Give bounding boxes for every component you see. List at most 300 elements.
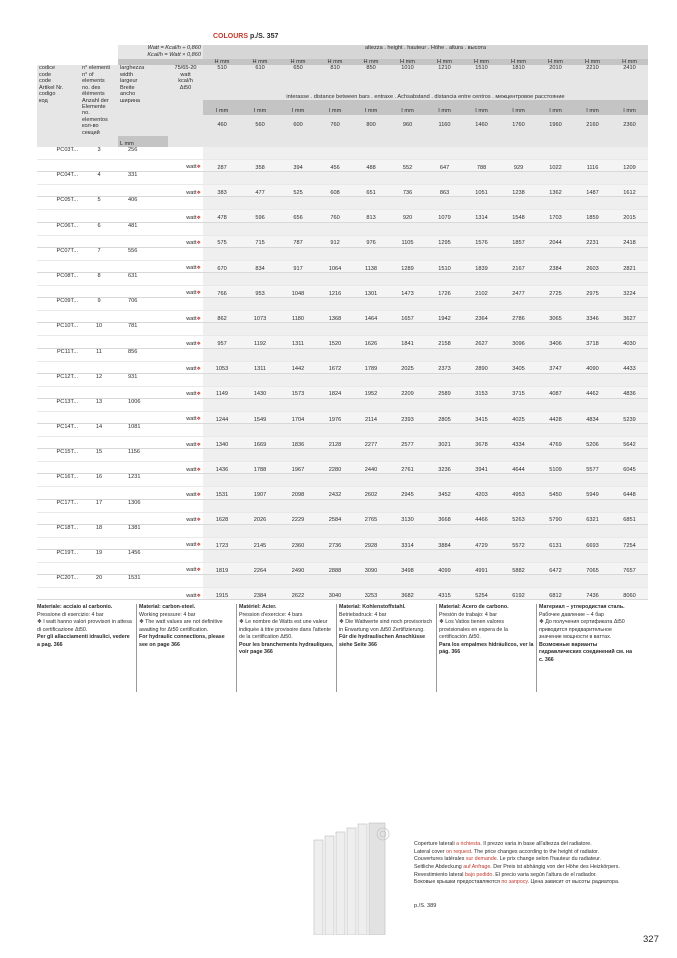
watt-value: 1295 — [426, 235, 463, 247]
watt-value: 2725 — [537, 285, 574, 297]
radiator-output-table — [37, 45, 648, 600]
watt-value: 3040 — [317, 588, 353, 600]
watt-value: 920 — [389, 210, 426, 222]
height-value: 510 — [203, 65, 241, 81]
watt-value: 834 — [241, 260, 279, 272]
watt-value: 1548 — [500, 210, 537, 222]
model-code: PC08T... — [37, 272, 80, 285]
watt-value: 4462 — [574, 386, 611, 398]
watt-value: 3224 — [611, 285, 648, 297]
lateral-cover-note: Coperture laterali a richiesta. Il prezzo varia in base all'altezza del radiatore. Lateral cover on request. The price changes according to the height of radiator. Couvertures latérales sur demande. Le prix change selon l'hauteur du radiateur. Seitliche Abdeckung auf Anfrage. Der Preis ist abhängig von der Höhe des Heizkörpers. Revestimiento lateral bajo pedido. El precio varia según l'altura de el radiador. Боковые крышки предоставляются по запросу. Цена зависит от высоты радиатора. — [414, 841, 620, 886]
watt-value: 787 — [279, 235, 317, 247]
watt-value: 957 — [203, 336, 241, 348]
model-width: 781 — [118, 323, 168, 336]
model-width: 1081 — [118, 424, 168, 437]
watt-label — [168, 361, 203, 373]
model-width: 331 — [118, 172, 168, 185]
watt-label-text: watt — [186, 265, 197, 272]
note-title: Matériel: Acier. — [239, 604, 277, 610]
table-row — [37, 449, 648, 462]
interaxis-value: 960 — [389, 115, 426, 136]
element-count: 5 — [80, 197, 118, 210]
watt-value: 736 — [389, 185, 426, 197]
watt-value: 6321 — [574, 512, 611, 524]
watt-value: 4087 — [537, 386, 574, 398]
watt-value: 1362 — [537, 185, 574, 197]
element-count: 12 — [80, 373, 118, 386]
watt-value: 1192 — [241, 336, 279, 348]
element-count: 11 — [80, 348, 118, 361]
watt-label-text: watt — [186, 189, 197, 196]
watt-value: 1180 — [279, 311, 317, 323]
watt-value: 4433 — [611, 361, 648, 373]
watt-value: 3415 — [463, 411, 500, 423]
watt-value: 863 — [426, 185, 463, 197]
table-row — [37, 373, 648, 386]
element-count: 8 — [80, 272, 118, 285]
height-value: 2210 — [574, 65, 611, 81]
watt-value: 4025 — [500, 411, 537, 423]
watt-label — [168, 160, 203, 172]
table-row-watt — [37, 285, 648, 297]
material-notes — [37, 604, 640, 692]
note-title: Materiale: acciaio al carbonio. — [37, 604, 113, 610]
watt-value: 2373 — [426, 361, 463, 373]
watt-value: 2945 — [389, 487, 426, 499]
watt-label — [168, 235, 203, 247]
watt-value: 7436 — [574, 588, 611, 600]
height-value: 810 — [317, 65, 353, 81]
height-value: 1010 — [389, 65, 426, 81]
watt-value: 608 — [317, 185, 353, 197]
watt-value: 2765 — [353, 512, 389, 524]
model-code: PC18T... — [37, 524, 80, 537]
height-unit-label: H mm — [389, 59, 426, 65]
watt-value: 2888 — [317, 563, 353, 575]
provisional-mark-icon: ❖ — [196, 189, 202, 196]
table-row — [37, 172, 648, 185]
table-row — [37, 524, 648, 537]
model-code: PC17T... — [37, 499, 80, 512]
watt-value: 647 — [426, 160, 463, 172]
provisional-mark-icon: ❖ — [196, 517, 202, 524]
model-width: 1531 — [118, 575, 168, 588]
watt-value: 2589 — [426, 386, 463, 398]
watt-value: 2786 — [500, 311, 537, 323]
table-row — [37, 499, 648, 512]
interaxis-unit-label: I mm — [241, 100, 279, 115]
watt-value: 3668 — [426, 512, 463, 524]
watt-value: 4203 — [463, 487, 500, 499]
watt-value: 1244 — [203, 411, 241, 423]
watt-value: 4991 — [463, 563, 500, 575]
watt-value: 6192 — [500, 588, 537, 600]
model-code: PC07T... — [37, 247, 80, 260]
watt-value: 3627 — [611, 311, 648, 323]
interaxis-value: 760 — [317, 115, 353, 136]
watt-value: 1952 — [353, 386, 389, 398]
model-width: 856 — [118, 348, 168, 361]
watt-value: 6448 — [611, 487, 648, 499]
watt-value: 4729 — [463, 537, 500, 549]
watt-value: 1942 — [426, 311, 463, 323]
watt-value: 1859 — [574, 210, 611, 222]
element-count: 17 — [80, 499, 118, 512]
watt-value: 2264 — [241, 563, 279, 575]
model-width: 1156 — [118, 449, 168, 462]
watt-label — [168, 563, 203, 575]
watt-value: 1053 — [203, 361, 241, 373]
interaxis-unit-label: I mm — [317, 100, 353, 115]
watt-value: 1857 — [500, 235, 537, 247]
watt-value: 1301 — [353, 285, 389, 297]
watt-value: 1573 — [279, 386, 317, 398]
model-width: 931 — [118, 373, 168, 386]
height-unit-label: H mm — [611, 59, 648, 65]
watt-value: 2231 — [574, 235, 611, 247]
watt-value: 2821 — [611, 260, 648, 272]
table-row — [37, 147, 648, 160]
watt-label — [168, 285, 203, 297]
watt-value: 1510 — [426, 260, 463, 272]
watt-label-text: watt — [186, 365, 197, 372]
watt-value: 8060 — [611, 588, 648, 600]
watt-value: 2477 — [500, 285, 537, 297]
table-row-watt — [37, 462, 648, 474]
watt-label — [168, 411, 203, 423]
note-body: Working pressure: 4 bar ❖ The watt values are not definitive awaiting for Δt50 certification. — [139, 611, 223, 633]
colours-reference — [213, 33, 278, 40]
provisional-mark-icon: ❖ — [196, 441, 202, 448]
interaxis-unit-label: I mm — [426, 100, 463, 115]
watt-value: 1836 — [279, 437, 317, 449]
watt-label-text: watt — [186, 466, 197, 473]
height-unit-label: H mm — [500, 59, 537, 65]
watt-value: 2432 — [317, 487, 353, 499]
model-code: PC15T... — [37, 449, 80, 462]
watt-value: 2128 — [317, 437, 353, 449]
interaxis-unit-label: I mm — [463, 100, 500, 115]
interaxis-value: 1760 — [500, 115, 537, 136]
watt-label — [168, 336, 203, 348]
watt-value: 1138 — [353, 260, 389, 272]
watt-value: 3941 — [463, 462, 500, 474]
watt-label-text: watt — [186, 416, 197, 423]
table-row-watt — [37, 386, 648, 398]
watt-value: 5206 — [574, 437, 611, 449]
model-code: PC11T... — [37, 348, 80, 361]
colours-label: COLOURS — [213, 33, 248, 40]
watt-value: 287 — [203, 160, 241, 172]
watt-value: 1907 — [241, 487, 279, 499]
watt-value: 2622 — [279, 588, 317, 600]
watt-value: 1289 — [389, 260, 426, 272]
table-row-watt — [37, 411, 648, 423]
model-code: PC19T... — [37, 550, 80, 563]
watt-value: 3682 — [389, 588, 426, 600]
watt-value: 976 — [353, 235, 389, 247]
element-count: 20 — [80, 575, 118, 588]
model-width: 1456 — [118, 550, 168, 563]
watt-value: 3065 — [537, 311, 574, 323]
watt-value: 1657 — [389, 311, 426, 323]
on-request-es: bajo pedido — [464, 871, 493, 878]
watt-value: 2145 — [241, 537, 279, 549]
provisional-mark-icon: ❖ — [196, 391, 202, 398]
interaxis-title: interasse . distance between bars . entraxe . Achsabstand . distancia entre centros . межцентровое расстояние — [203, 81, 648, 100]
watt-value: 656 — [279, 210, 317, 222]
watt-value: 2229 — [279, 512, 317, 524]
width-unit-label: L mm — [118, 136, 168, 147]
watt-value: 5572 — [500, 537, 537, 549]
watt-value: 1841 — [389, 336, 426, 348]
table-row-watt — [37, 260, 648, 272]
interaxis-value: 460 — [203, 115, 241, 136]
watt-label — [168, 185, 203, 197]
note-hydraulic-ref: Per gli allacciamenti idraulici, vedere a pag. 366 — [37, 634, 130, 648]
watt-label-text: watt — [186, 164, 197, 171]
watt-label-text: watt — [186, 340, 197, 347]
watt-label-text: watt — [186, 491, 197, 498]
watt-label — [168, 588, 203, 600]
colours-page-ref: p./S. 357 — [249, 33, 279, 40]
material-note — [437, 604, 537, 692]
watt-value: 1442 — [279, 361, 317, 373]
watt-value: 2603 — [574, 260, 611, 272]
code-column-header: codice code code Artikel Nr. codigo код — [37, 65, 80, 136]
element-count: 10 — [80, 323, 118, 336]
watt-value: 1079 — [426, 210, 463, 222]
provisional-mark-icon: ❖ — [196, 542, 202, 549]
table-row-watt — [37, 311, 648, 323]
watt-label-text: watt — [186, 391, 197, 398]
height-value: 2010 — [537, 65, 574, 81]
element-count: 4 — [80, 172, 118, 185]
note-hydraulic-ref: For hydraulic connections, please see on page 366 — [139, 634, 225, 648]
watt-value: 4099 — [426, 563, 463, 575]
provisional-mark-icon: ❖ — [196, 491, 202, 498]
model-width: 481 — [118, 222, 168, 235]
height-unit-label: H mm — [426, 59, 463, 65]
watt-label-text: watt — [186, 214, 197, 221]
on-request-en: on request — [446, 848, 472, 855]
watt-value: 2584 — [317, 512, 353, 524]
watt-value: 670 — [203, 260, 241, 272]
watt-value: 596 — [241, 210, 279, 222]
watt-label — [168, 386, 203, 398]
height-unit-label: H mm — [537, 59, 574, 65]
interaxis-unit-label: I mm — [574, 100, 611, 115]
material-note — [37, 604, 137, 692]
watt-value: 7657 — [611, 563, 648, 575]
material-note — [137, 604, 237, 692]
watt-value: 4836 — [611, 386, 648, 398]
watt-value: 2277 — [353, 437, 389, 449]
watt-value: 4428 — [537, 411, 574, 423]
table-header — [37, 45, 648, 147]
model-code: PC13T... — [37, 398, 80, 411]
interaxis-value: 560 — [241, 115, 279, 136]
watt-column-header: 75/65-20 watt kcal/h Δt50 — [168, 65, 203, 136]
model-code: PC06T... — [37, 222, 80, 235]
watt-value: 2602 — [353, 487, 389, 499]
watt-value: 1967 — [279, 462, 317, 474]
watt-value: 5239 — [611, 411, 648, 423]
watt-value: 1464 — [353, 311, 389, 323]
model-code: PC16T... — [37, 474, 80, 487]
table-row-watt — [37, 185, 648, 197]
height-unit-label: H mm — [574, 59, 611, 65]
page-number: 327 — [643, 934, 659, 945]
watt-label-text: watt — [186, 592, 197, 599]
interaxis-unit-label: I mm — [203, 100, 241, 115]
model-width: 406 — [118, 197, 168, 210]
interaxis-unit-label: I mm — [279, 100, 317, 115]
height-title: altezza . height . hauteur . Höhe . altura . высота — [203, 45, 648, 59]
formula-watt: Watt = Kcal/h ÷ 0,860 — [147, 45, 202, 51]
watt-value: 1549 — [241, 411, 279, 423]
watt-value: 478 — [203, 210, 241, 222]
watt-value: 5642 — [611, 437, 648, 449]
watt-value: 1430 — [241, 386, 279, 398]
note-title: Material: Acero de carbono. — [439, 604, 509, 610]
watt-value: 3405 — [500, 361, 537, 373]
interaxis-unit-label: I mm — [389, 100, 426, 115]
note-body: Pression d'exercice: 4 bars ❖ Le nombre de Watts est une valeur indiquée à titre provisoire dans l'attente de la certification Δt50. — [239, 611, 331, 641]
table-row — [37, 348, 648, 361]
watt-value: 2928 — [353, 537, 389, 549]
watt-value: 2490 — [279, 563, 317, 575]
watt-value: 1723 — [203, 537, 241, 549]
watt-value: 1520 — [317, 336, 353, 348]
watt-value: 1311 — [241, 361, 279, 373]
watt-value: 1576 — [463, 235, 500, 247]
model-code: PC04T... — [37, 172, 80, 185]
watt-value: 917 — [279, 260, 317, 272]
height-unit-label: H mm — [317, 59, 353, 65]
table-row — [37, 222, 648, 235]
interaxis-value: 1160 — [426, 115, 463, 136]
watt-value: 1824 — [317, 386, 353, 398]
watt-value: 2761 — [389, 462, 426, 474]
watt-value: 1216 — [317, 285, 353, 297]
watt-value: 5254 — [463, 588, 500, 600]
note-body: Рабочее давление – 4 бар ❖ До получения сертификата Δt50 приводится предварительное значение мощности в ваттах. — [539, 611, 625, 641]
element-count: 9 — [80, 298, 118, 311]
watt-value: 3715 — [500, 386, 537, 398]
model-width: 1231 — [118, 474, 168, 487]
model-code: PC20T... — [37, 575, 80, 588]
height-unit-label: H mm — [353, 59, 389, 65]
watt-value: 1839 — [463, 260, 500, 272]
table-row — [37, 272, 648, 285]
watt-value: 6693 — [574, 537, 611, 549]
watt-value: 5577 — [574, 462, 611, 474]
table-row — [37, 575, 648, 588]
model-width: 706 — [118, 298, 168, 311]
watt-value: 3884 — [426, 537, 463, 549]
watt-value: 6812 — [537, 588, 574, 600]
model-width: 1306 — [118, 499, 168, 512]
height-value: 610 — [241, 65, 279, 81]
watt-value: 3236 — [426, 462, 463, 474]
provisional-mark-icon: ❖ — [196, 340, 202, 347]
height-unit-label: H mm — [203, 59, 241, 65]
watt-value: 2044 — [537, 235, 574, 247]
watt-value: 2890 — [463, 361, 500, 373]
element-count: 14 — [80, 424, 118, 437]
watt-value: 4769 — [537, 437, 574, 449]
provisional-mark-icon: ❖ — [196, 315, 202, 322]
watt-value: 1703 — [537, 210, 574, 222]
height-value: 1510 — [463, 65, 500, 81]
height-unit-label: H mm — [241, 59, 279, 65]
height-unit-label: H mm — [463, 59, 500, 65]
watt-label — [168, 437, 203, 449]
height-value: 2410 — [611, 65, 648, 81]
watt-value: 2114 — [353, 411, 389, 423]
watt-value: 715 — [241, 235, 279, 247]
interaxis-unit-label: I mm — [500, 100, 537, 115]
watt-value: 2736 — [317, 537, 353, 549]
watt-value: 3406 — [537, 336, 574, 348]
watt-value: 953 — [241, 285, 279, 297]
watt-value: 4466 — [463, 512, 500, 524]
table-row-watt — [37, 537, 648, 549]
table-row — [37, 197, 648, 210]
watt-value: 1626 — [353, 336, 389, 348]
watt-value: 2015 — [611, 210, 648, 222]
cover-page-ref: p./S. 389 — [414, 903, 437, 909]
watt-value: 1819 — [203, 563, 241, 575]
watt-value: 2393 — [389, 411, 426, 423]
watt-label-text: watt — [186, 441, 197, 448]
watt-value: 6045 — [611, 462, 648, 474]
interaxis-value: 1960 — [537, 115, 574, 136]
watt-value: 1704 — [279, 411, 317, 423]
table-row-watt — [37, 210, 648, 222]
watt-value: 3253 — [353, 588, 389, 600]
watt-value: 7254 — [611, 537, 648, 549]
watt-value: 3747 — [537, 361, 574, 373]
note-body: Presión de trabajo: 4 bar ❖ Los Vatios tienen valores provisionales en espera de la certificación Δt50. — [439, 611, 508, 641]
watt-label — [168, 260, 203, 272]
watt-value: 1473 — [389, 285, 426, 297]
watt-value: 525 — [279, 185, 317, 197]
element-count: 16 — [80, 474, 118, 487]
provisional-mark-icon: ❖ — [196, 214, 202, 221]
element-count: 15 — [80, 449, 118, 462]
watt-value: 1149 — [203, 386, 241, 398]
note-hydraulic-ref: Pour les branchements hydrauliques, voir page 366 — [239, 641, 334, 656]
element-count: 13 — [80, 398, 118, 411]
element-count: 6 — [80, 222, 118, 235]
watt-label-text: watt — [186, 240, 197, 247]
note-body: Pressione di esercizio: 4 bar ❖ I watt hanno valori provvisori in attesa di certificazione Δt50. — [37, 611, 132, 633]
watt-value: 1048 — [279, 285, 317, 297]
watt-value: 2577 — [389, 437, 426, 449]
watt-value: 1789 — [353, 361, 389, 373]
watt-value: 552 — [389, 160, 426, 172]
watt-value: 1788 — [241, 462, 279, 474]
watt-value: 6851 — [611, 512, 648, 524]
watt-label — [168, 311, 203, 323]
watt-value: 1612 — [611, 185, 648, 197]
watt-value: 4315 — [426, 588, 463, 600]
watt-value: 3498 — [389, 563, 426, 575]
watt-value: 1531 — [203, 487, 241, 499]
provisional-mark-icon: ❖ — [196, 240, 202, 247]
